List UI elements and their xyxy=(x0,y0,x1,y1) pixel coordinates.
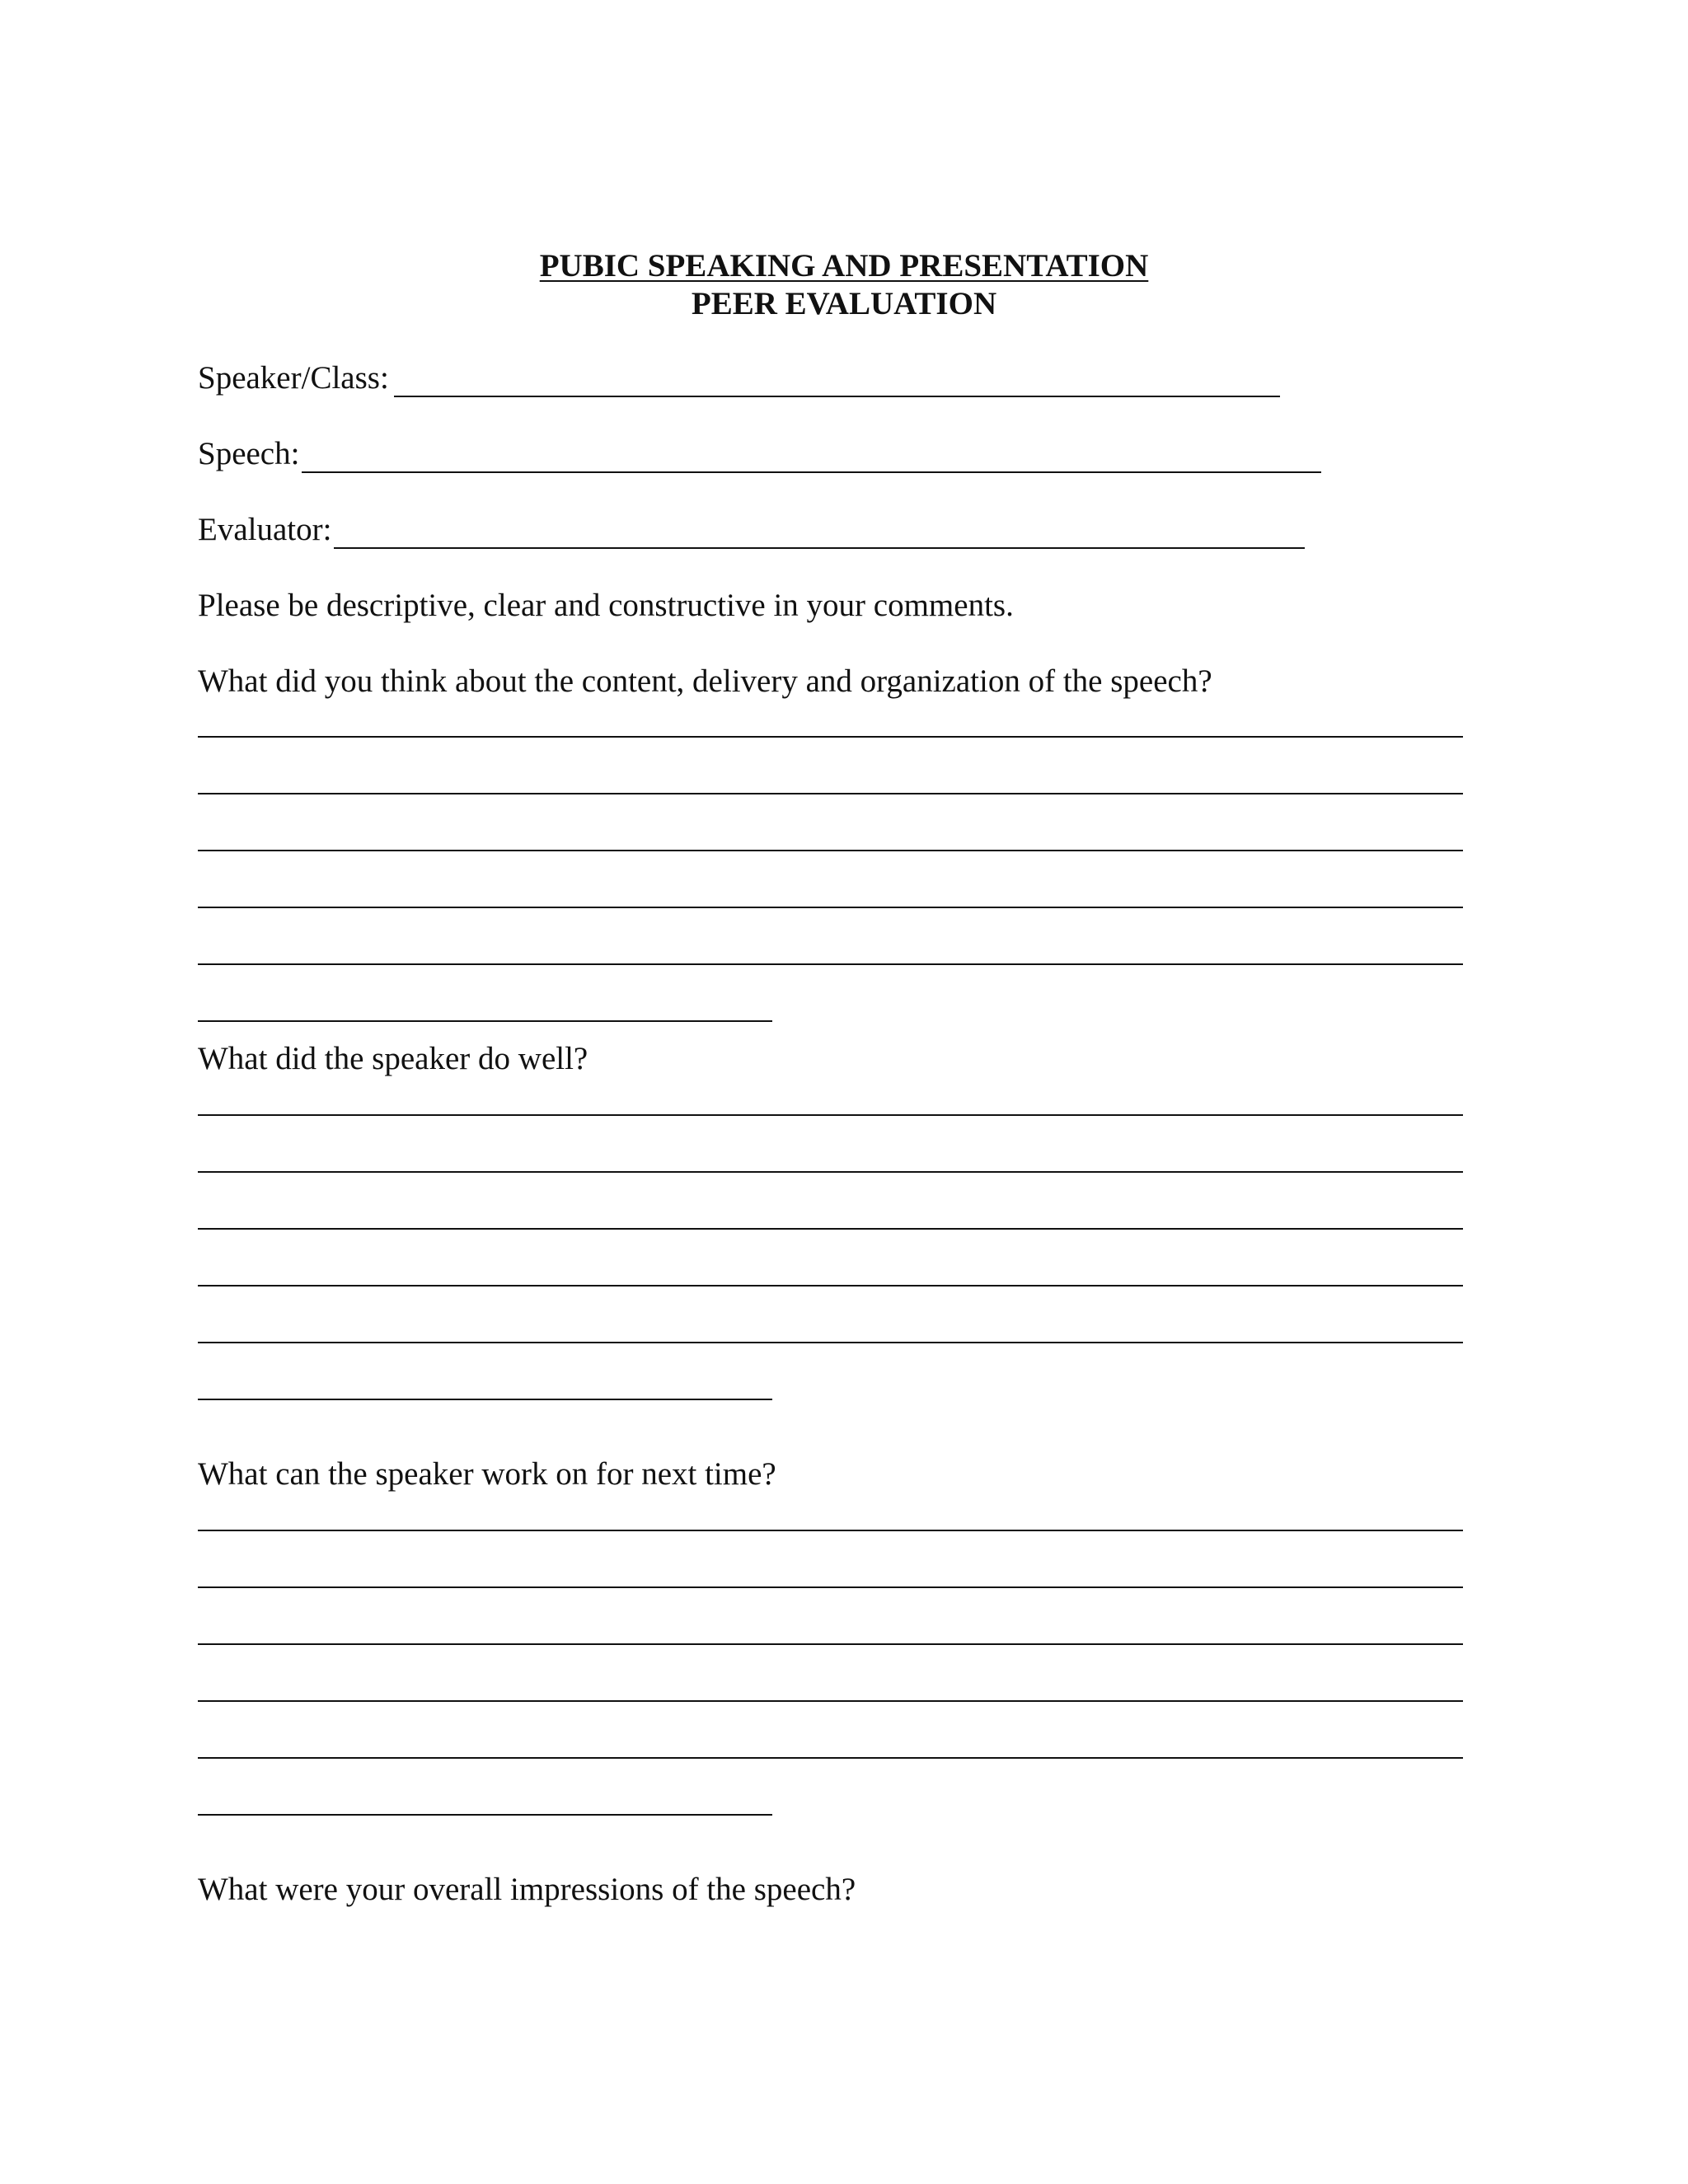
answer-line[interactable] xyxy=(198,1020,772,1022)
speech-field[interactable] xyxy=(302,471,1321,473)
question-overall-impressions: What were your overall impressions of the speech? xyxy=(198,1872,856,1907)
question-content-delivery: What did you think about the content, delivery and organization of the speech? xyxy=(198,663,1212,699)
question-work-on: What can the speaker work on for next time? xyxy=(198,1456,776,1492)
answer-line[interactable] xyxy=(198,1586,1463,1588)
form-title xyxy=(0,247,1688,285)
answer-line[interactable] xyxy=(198,1399,772,1400)
evaluator-label: Evaluator: xyxy=(198,512,332,547)
answer-line[interactable] xyxy=(198,1530,1463,1531)
speaker-class-field[interactable] xyxy=(394,396,1280,397)
answer-line[interactable] xyxy=(198,1757,1463,1759)
form-subtitle: PEER EVALUATION xyxy=(691,286,997,321)
answer-line[interactable] xyxy=(198,1228,1463,1230)
answer-line[interactable] xyxy=(198,736,1463,738)
answer-line[interactable] xyxy=(198,1814,772,1816)
answer-line[interactable] xyxy=(198,793,1463,794)
speech-label: Speech: xyxy=(198,436,300,471)
instruction-text: Please be descriptive, clear and constructive in your comments. xyxy=(198,588,1014,623)
answer-line[interactable] xyxy=(198,907,1463,908)
answer-line[interactable] xyxy=(198,850,1463,851)
answer-line[interactable] xyxy=(198,1643,1463,1645)
form-title-text: PUBIC SPEAKING AND PRESENTATION xyxy=(539,248,1149,284)
evaluator-field[interactable] xyxy=(334,547,1305,549)
answer-line[interactable] xyxy=(198,1700,1463,1702)
answer-line[interactable] xyxy=(198,1114,1463,1116)
question-did-well: What did the speaker do well? xyxy=(198,1041,588,1076)
answer-line[interactable] xyxy=(198,1171,1463,1173)
answer-line[interactable] xyxy=(198,1285,1463,1286)
speaker-class-label: Speaker/Class: xyxy=(198,360,389,396)
answer-line[interactable] xyxy=(198,963,1463,965)
answer-line[interactable] xyxy=(198,1342,1463,1343)
